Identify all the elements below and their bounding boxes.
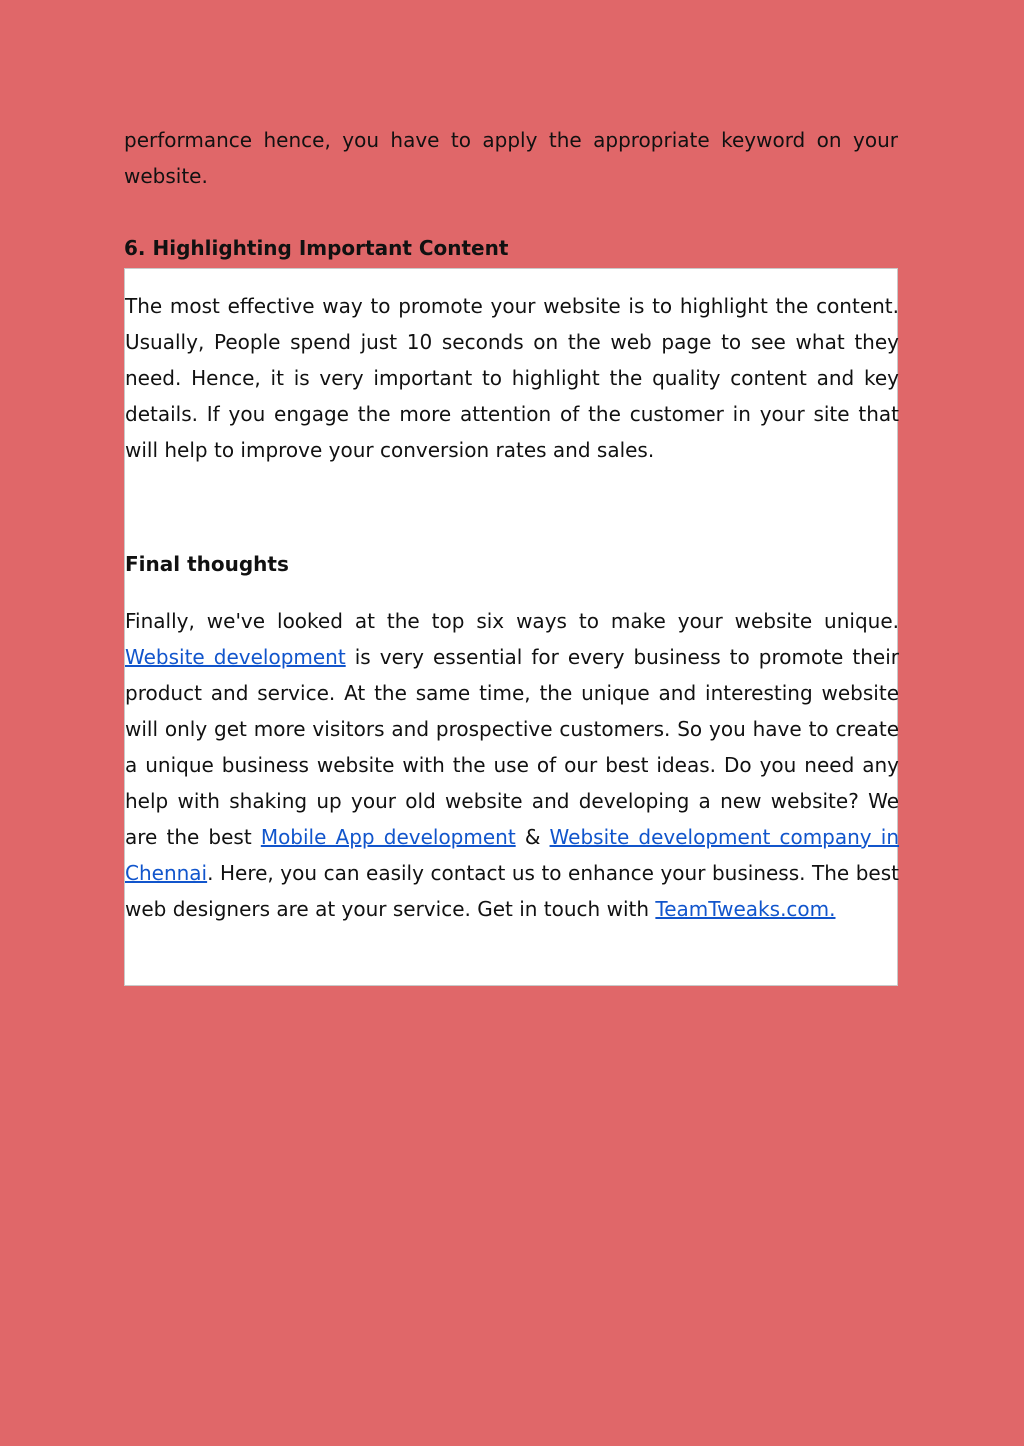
final-paragraph bbox=[125, 603, 899, 927]
final-thoughts-heading: Final thoughts bbox=[125, 552, 289, 576]
website-development-link[interactable]: Website development bbox=[125, 645, 346, 669]
section-heading: 6. Highlighting Important Content bbox=[124, 236, 509, 260]
final-text-part4: . Here, you can easily contact us to enhance your business. The best web designers are at your service. Get in touch with bbox=[125, 861, 899, 921]
final-text-part3: & bbox=[515, 825, 550, 849]
mobile-app-development-link[interactable]: Mobile App development bbox=[260, 825, 516, 849]
website-development-company-link[interactable]: Website development company in Chennai bbox=[125, 825, 900, 885]
teamtweaks-link[interactable]: TeamTweaks.com. bbox=[655, 897, 836, 921]
section-paragraph: The most effective way to promote your website is to highlight the content. Usually, People spend just 10 seconds on the web page to see what they need. Hence, it is very important to highlight the quality content and key details. If you engage the more attention of the customer in your site that will help to improve your conversion rates and sales. bbox=[125, 294, 899, 462]
content-box bbox=[124, 268, 898, 986]
intro-paragraph: performance hence, you have to apply the appropriate keyword on your website. bbox=[124, 128, 898, 188]
final-text-part2: is very essential for every business to promote their product and service. At the same time, the unique and interesting website will only get more visitors and prospective customers. So you have to create a unique business website with the use of our best ideas. Do you need any help with shaking up your old website and developing a new website? We are the best bbox=[125, 645, 899, 849]
final-text-part1: Finally, we've looked at the top six ways to make your website unique. bbox=[125, 609, 899, 633]
